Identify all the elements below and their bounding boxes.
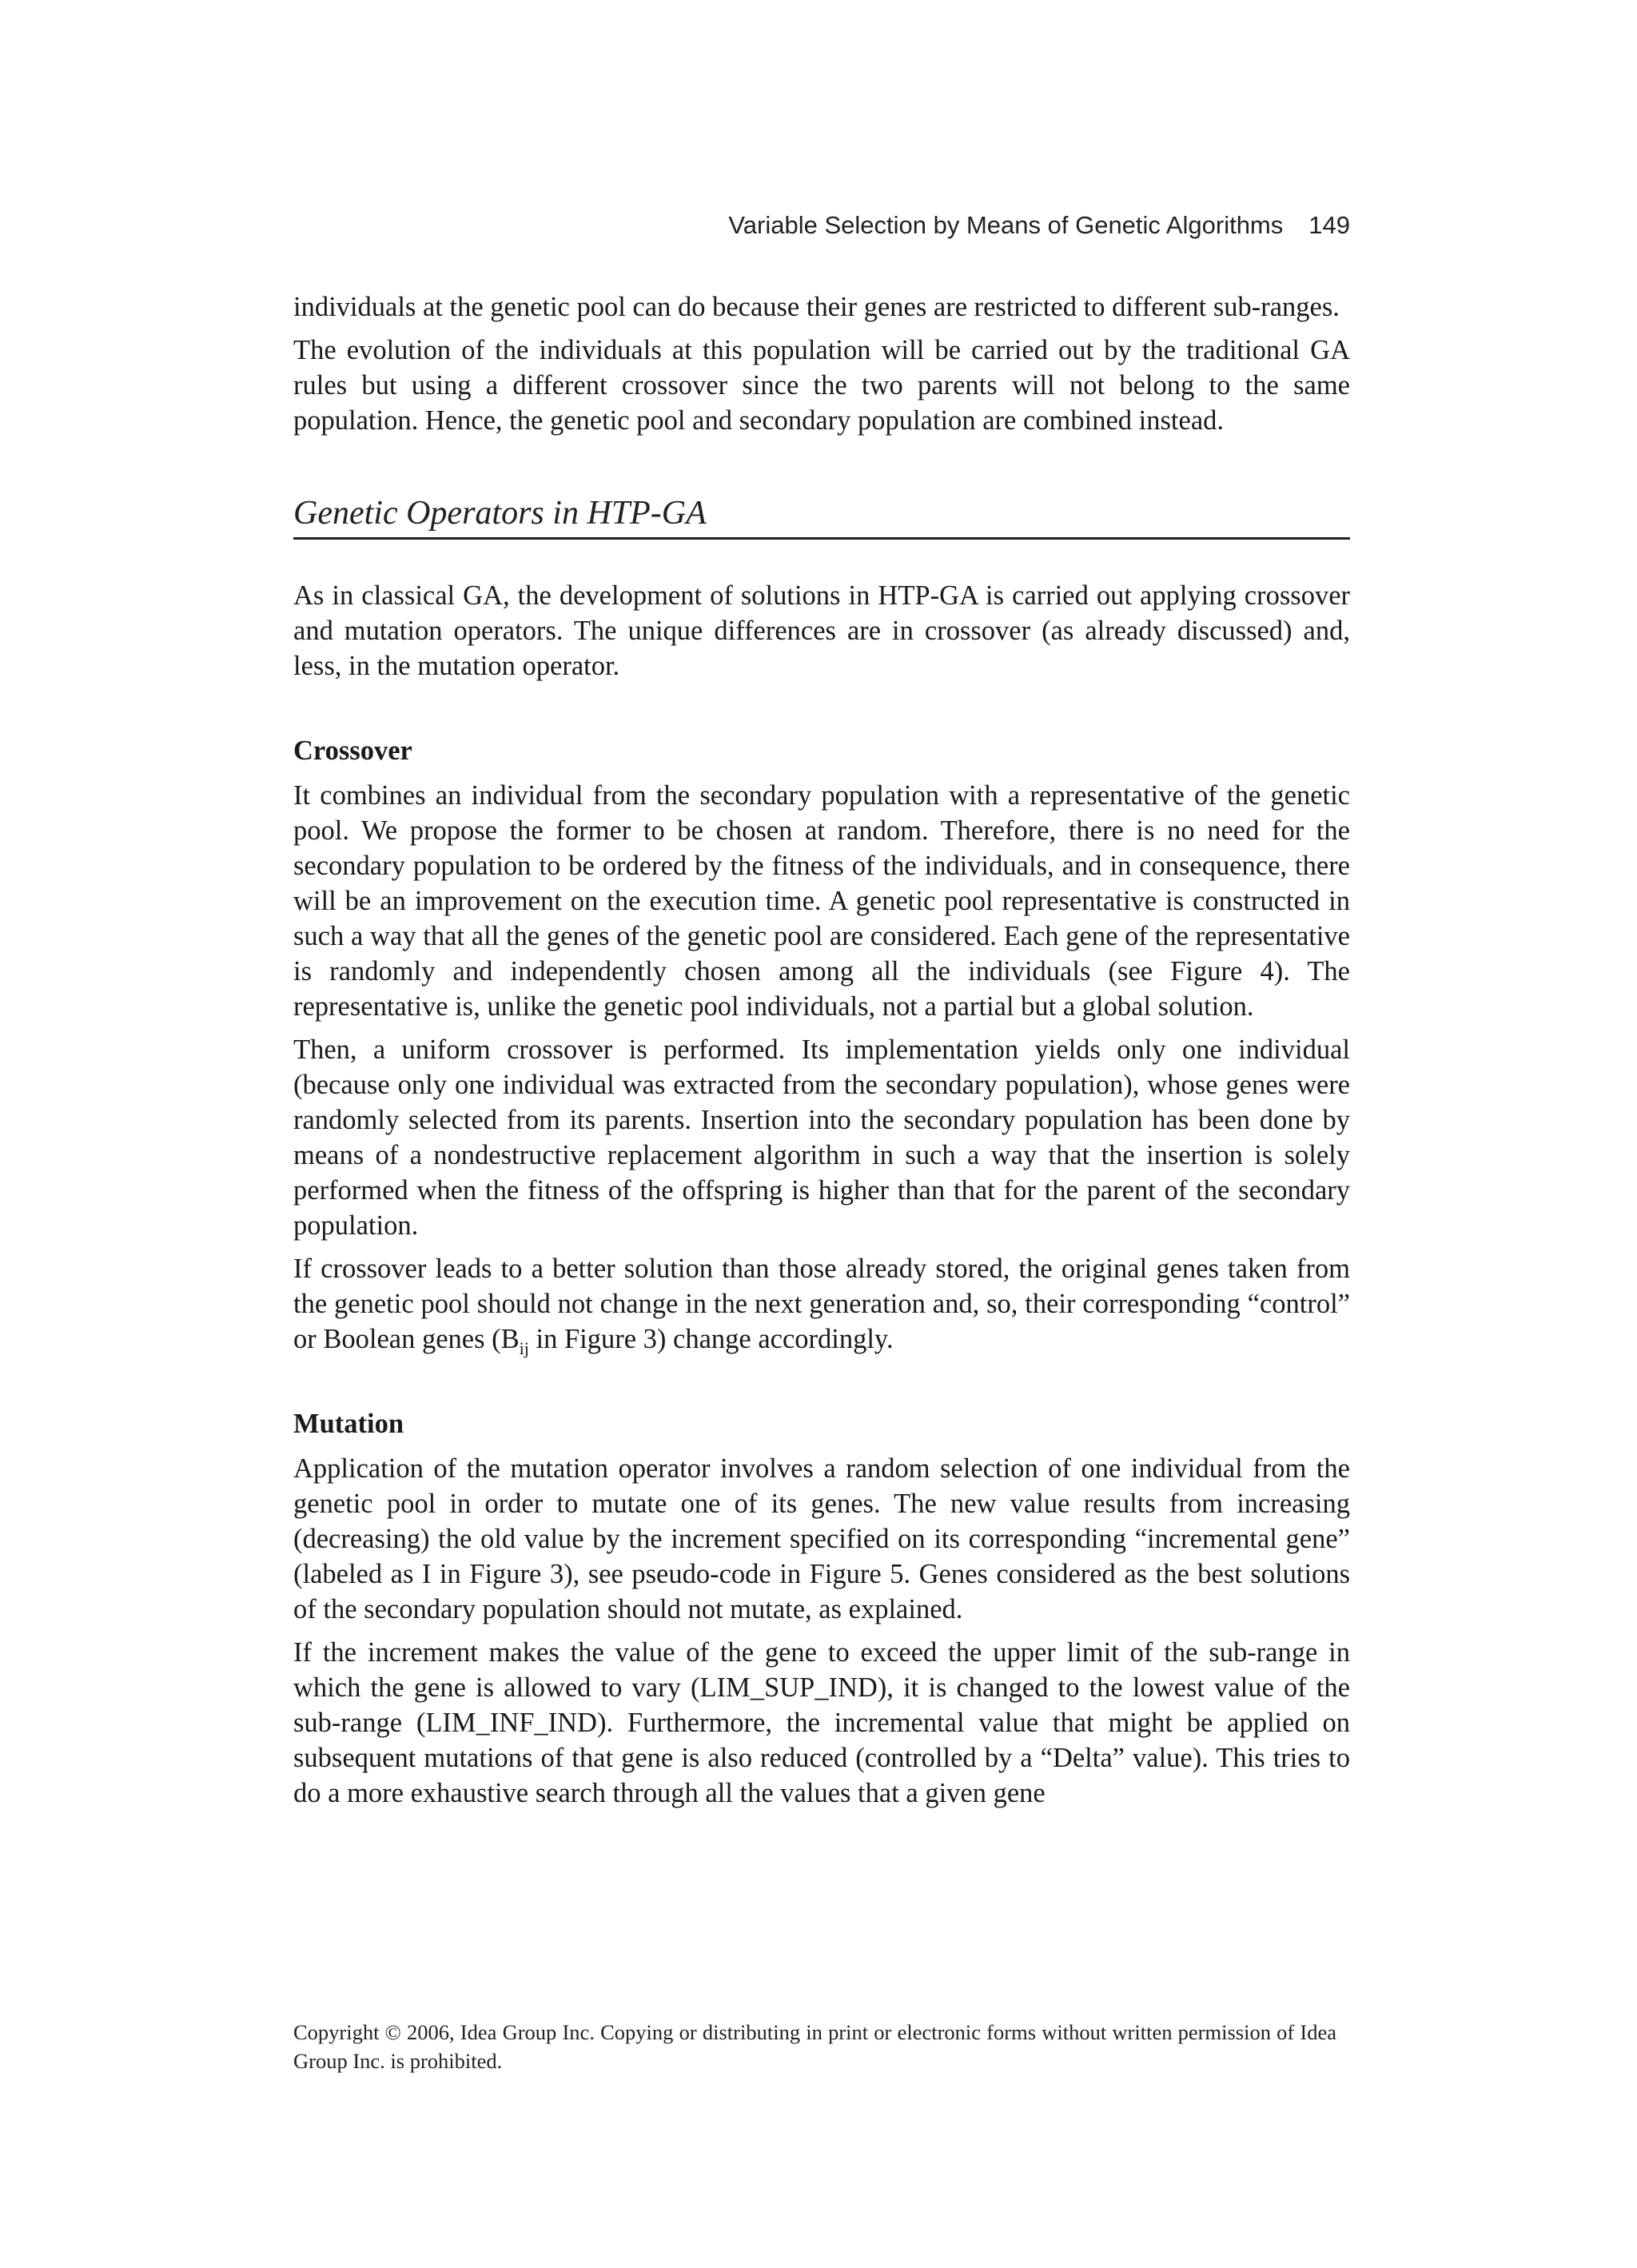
mutation-paragraph-1: Application of the mutation operator involves a random selection of one individual from the genetic pool in order to mutate one of its genes. The new value results from increasing (decreasing) the old value by the increment specified on its corresponding “incremental gene” (labeled as I in Figure 3), see pseudo-code in Figure 5. Genes considered as the best solutions of the secondary population should not mutate, as explained. — [293, 1453, 1350, 1624]
crossover-paragraph-2: Then, a uniform crossover is performed. Its implementation yields only one individual (because only one individual was extracted from the secondary population), whose genes were randomly selected from its parents. Insertion into the secondary population has been done by means of a nondestructive replacement algorithm in such a way that the insertion is solely performed when the fitness of the offspring is higher than that for the parent of the secondary population. — [293, 1034, 1350, 1241]
mutation-paragraph-2: If the increment makes the value of the gene to exceed the upper limit of the sub-range in which the gene is allowed to vary (LIM_SUP_IND), it is changed to the lowest value of the sub-range (LIM_INF_IND). Furthermore, the incremental value that might be applied on subsequent mutations of that gene is also reduced (controlled by a “Delta” value). This tries to do a more exhaustive search through all the values that a given gene — [293, 1637, 1350, 1808]
crossover-heading: Crossover — [293, 735, 412, 766]
paragraph-continued: individuals at the genetic pool can do because their genes are restricted to different sub-ranges. — [293, 292, 1340, 322]
running-title: Variable Selection by Means of Genetic Algorithms — [728, 211, 1284, 239]
crossover-p3-text-end: in Figure 3) change accordingly. — [528, 1324, 894, 1354]
page-number: 149 — [1308, 211, 1350, 239]
mutation-heading: Mutation — [293, 1409, 404, 1439]
copyright-notice: Copyright © 2006, Idea Group Inc. Copying or distributing in print or electronic forms without written permission of Idea Group Inc. is prohibited. — [293, 2020, 1336, 2073]
paragraph-evolution: The evolution of the individuals at this population will be carried out by the traditional GA rules but using a different crossover since the two parents will not belong to the same population. Hence, the genetic pool and secondary population are combined instead. — [293, 335, 1350, 436]
crossover-p3-text: If crossover leads to a better solution than those already stored, the original genes taken from the genetic pool should not change in the next generation and, so, their corresponding “control” or Boolean genes (B — [293, 1254, 1350, 1354]
main-text — [293, 289, 1350, 1819]
section-heading: Genetic Operators in HTP-GA — [293, 492, 1350, 540]
crossover-paragraph-3 — [293, 1251, 1350, 1357]
crossover-paragraph-1: It combines an individual from the secondary population with a representative of the genetic pool. We propose the former to be chosen at random. Therefore, there is no need for the secondary population to be ordered by the fitness of the individuals, and in consequence, there will be an improvement on the execution time. A genetic pool representative is constructed in such a way that all the genes of the genetic pool are considered. Each gene of the representative is randomly and independently chosen among all the individuals (see Figure 4). The representative is, unlike the genetic pool individuals, not a partial but a global solution. — [293, 780, 1350, 1022]
subscript-ij: ij — [519, 1337, 529, 1358]
section-intro: As in classical GA, the development of solutions in HTP-GA is carried out applying crossover and mutation operators. The unique differences are in crossover (as already discussed) and, less, in the mutation operator. — [293, 580, 1350, 681]
running-header — [728, 209, 1350, 241]
book-page — [293, 0, 1350, 2268]
